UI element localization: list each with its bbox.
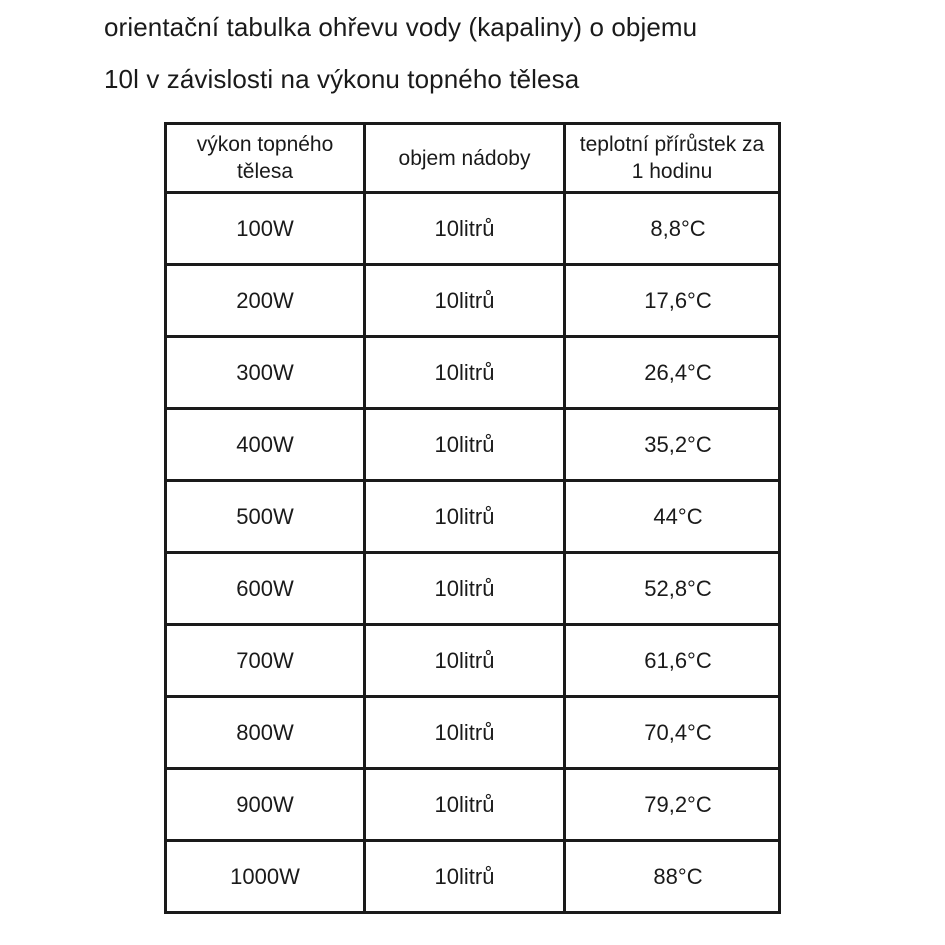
header-volume bbox=[365, 124, 565, 193]
header-power bbox=[166, 124, 365, 193]
heating-table bbox=[164, 122, 781, 914]
temp-value: 8,8°C bbox=[650, 215, 706, 241]
table-header-row bbox=[166, 124, 780, 193]
cell-temp bbox=[565, 337, 780, 409]
temp-value: 17,6°C bbox=[644, 287, 712, 313]
header-power-label: výkon topného tělesa bbox=[196, 133, 334, 183]
cell-power: 500W bbox=[166, 481, 365, 553]
cell-volume: 10litrů bbox=[365, 409, 565, 481]
cell-temp bbox=[565, 265, 780, 337]
cell-volume: 10litrů bbox=[365, 553, 565, 625]
cell-volume: 10litrů bbox=[365, 337, 565, 409]
cell-volume: 10litrů bbox=[365, 481, 565, 553]
cell-temp bbox=[565, 769, 780, 841]
cell-power: 900W bbox=[166, 769, 365, 841]
cell-temp bbox=[565, 841, 780, 913]
temp-value: 61,6°C bbox=[644, 647, 712, 673]
cell-power: 700W bbox=[166, 625, 365, 697]
cell-power: 400W bbox=[166, 409, 365, 481]
cell-power: 200W bbox=[166, 265, 365, 337]
temp-value: 26,4°C bbox=[644, 359, 712, 385]
table-row bbox=[166, 841, 780, 913]
table-row bbox=[166, 769, 780, 841]
cell-volume: 10litrů bbox=[365, 625, 565, 697]
cell-temp bbox=[565, 193, 780, 265]
temp-value: 44°C bbox=[653, 503, 703, 529]
table-row bbox=[166, 697, 780, 769]
cell-power: 800W bbox=[166, 697, 365, 769]
temp-value: 35,2°C bbox=[644, 431, 712, 457]
temp-value: 88°C bbox=[653, 863, 703, 889]
table-row bbox=[166, 409, 780, 481]
cell-power: 300W bbox=[166, 337, 365, 409]
header-temp bbox=[565, 124, 780, 193]
table-row bbox=[166, 337, 780, 409]
cell-volume: 10litrů bbox=[365, 265, 565, 337]
table-row bbox=[166, 193, 780, 265]
table-row bbox=[166, 265, 780, 337]
table-row bbox=[166, 481, 780, 553]
table-row bbox=[166, 553, 780, 625]
cell-power: 100W bbox=[166, 193, 365, 265]
cell-power: 1000W bbox=[166, 841, 365, 913]
header-temp-label: teplotní přírůstek za 1 hodinu bbox=[579, 133, 765, 183]
temp-value: 70,4°C bbox=[644, 719, 712, 745]
cell-temp bbox=[565, 625, 780, 697]
header-volume-label: objem nádoby bbox=[398, 146, 531, 170]
cell-volume: 10litrů bbox=[365, 193, 565, 265]
cell-volume: 10litrů bbox=[365, 769, 565, 841]
cell-temp bbox=[565, 697, 780, 769]
title-line-1: orientační tabulka ohřevu vody (kapaliny) o objemu bbox=[104, 12, 698, 42]
title-line-2: 10l v závislosti na výkonu topného tělesa bbox=[104, 64, 580, 94]
temp-value: 79,2°C bbox=[644, 791, 712, 817]
cell-volume: 10litrů bbox=[365, 697, 565, 769]
cell-power: 600W bbox=[166, 553, 365, 625]
table-row bbox=[166, 625, 780, 697]
temp-value: 52,8°C bbox=[644, 575, 712, 601]
cell-temp bbox=[565, 553, 780, 625]
cell-volume: 10litrů bbox=[365, 841, 565, 913]
cell-temp bbox=[565, 481, 780, 553]
cell-temp bbox=[565, 409, 780, 481]
